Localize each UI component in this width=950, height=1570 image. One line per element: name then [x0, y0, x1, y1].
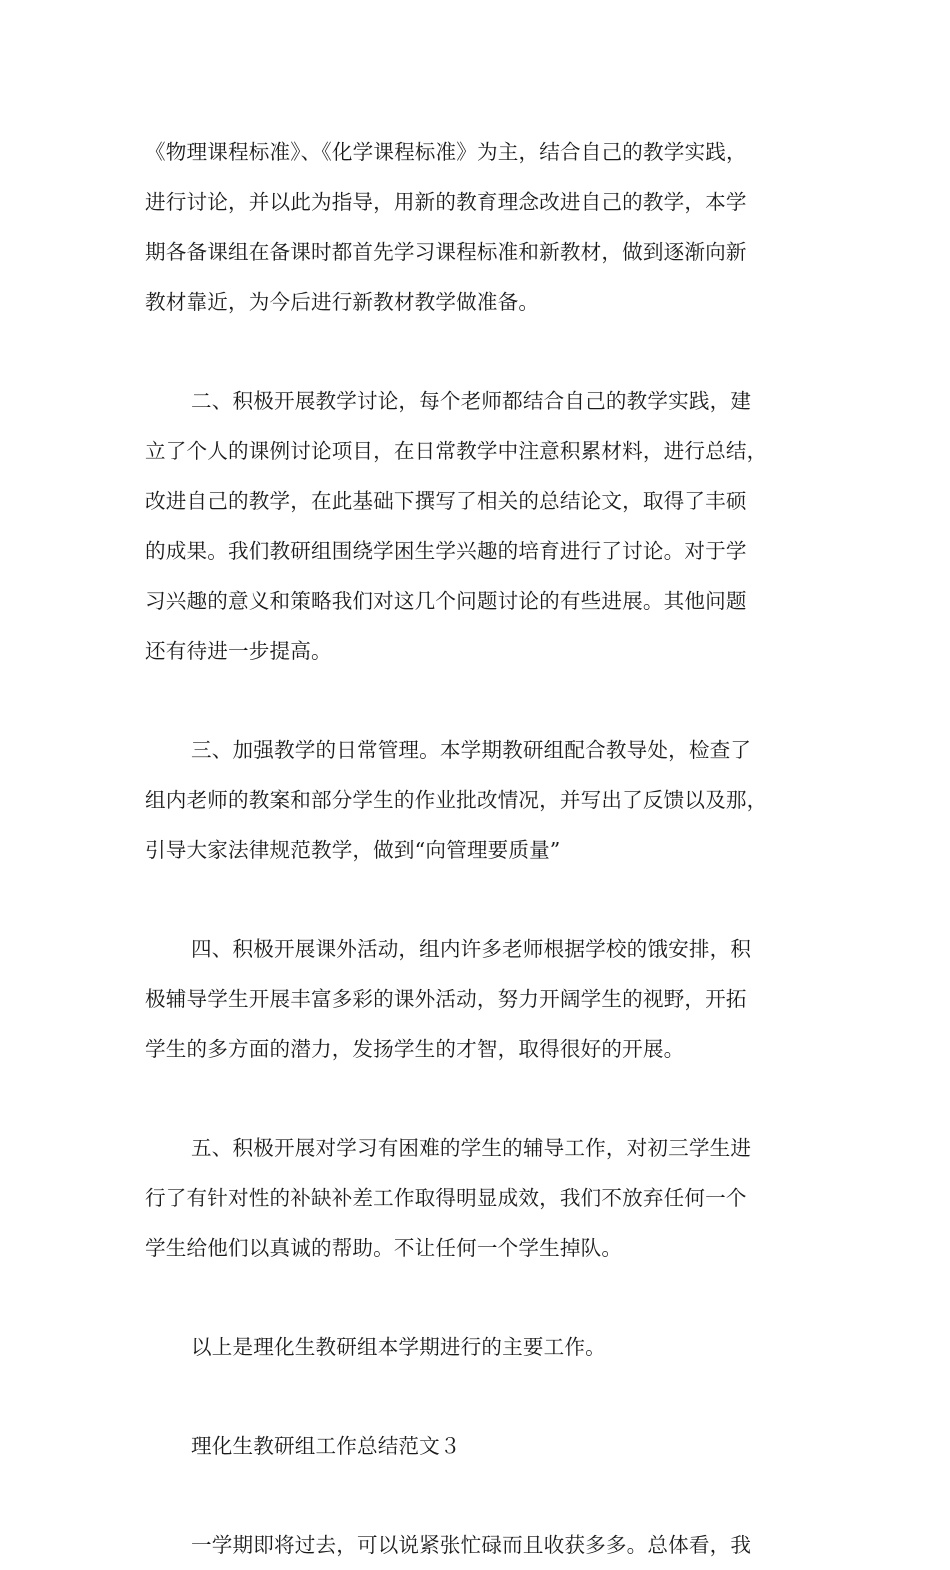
text-line: 改进自己的教学，在此基础下撰写了相关的总结论文，取得了丰硕 [145, 489, 747, 513]
paragraph-summary [145, 1322, 835, 1372]
text-line: 学生的多方面的潜力，发扬学生的才智，取得很好的开展。 [145, 1037, 685, 1061]
paragraph-extracurricular [145, 924, 835, 1074]
paragraph-daily-management [145, 725, 835, 875]
text-line: 一学期即将过去，可以说紧张忙碌而且收获多多。总体看，我 [191, 1533, 752, 1557]
text-line: 学生给他们以真诚的帮助。不让任何一个学生掉队。 [145, 1236, 623, 1260]
paragraph-teaching-discussion [145, 376, 835, 676]
text-line: 期各备课组在备课时都首先学习课程标准和新教材，做到逐渐向新 [145, 240, 747, 264]
paragraph-standards-study [145, 127, 835, 327]
text-line: 的成果。我们教研组围绕学困生学兴趣的培育进行了讨论。对于学 [145, 539, 747, 563]
paragraph-gap [145, 1074, 835, 1123]
text-line: 《物理课程标准》、《化学课程标准》为主，结合自己的教学实践， [145, 140, 747, 164]
text-line: 以上是理化生教研组本学期进行的主要工作。 [191, 1335, 606, 1359]
text-line: 极辅导学生开展丰富多彩的课外活动，努力开阔学生的视野，开拓 [145, 987, 747, 1011]
text-line: 行了有针对性的补缺补差工作取得明显成效，我们不放弃任何一个 [145, 1186, 747, 1210]
section-heading [145, 1421, 835, 1471]
text-line: 进行讨论，并以此为指导，用新的教育理念改进自己的教学，本学 [145, 190, 747, 214]
document-body [145, 127, 835, 1570]
text-line: 三、加强教学的日常管理。本学期教研组配合教导处，检查了 [191, 738, 752, 762]
text-line: 二、积极开展教学讨论，每个老师都结合自己的教学实践，建 [191, 389, 752, 413]
text-line: 四、积极开展课外活动，组内许多老师根据学校的饿安排，积 [191, 937, 752, 961]
text-line: 组内老师的教案和部分学生的作业批改情况，并写出了反馈以及那， [145, 788, 768, 812]
text-line: 教材靠近，为今后进行新教材教学做准备。 [145, 290, 540, 314]
text-line: 五、积极开展对学习有困难的学生的辅导工作，对初三学生进 [191, 1136, 752, 1160]
paragraph-semester-intro [145, 1520, 835, 1570]
text-line: 立了个人的课例讨论项目，在日常教学中注意积累材料，进行总结， [145, 439, 768, 463]
paragraph-gap [145, 1372, 835, 1421]
text-line: 还有待进一步提高。 [145, 639, 332, 663]
paragraph-student-tutoring [145, 1123, 835, 1273]
text-line: 引导大家法律规范教学，做到“向管理要质量” [145, 838, 561, 862]
paragraph-gap [145, 875, 835, 924]
paragraph-gap [145, 1273, 835, 1322]
paragraph-gap [145, 676, 835, 725]
paragraph-gap [145, 1471, 835, 1520]
text-line: 理化生教研组工作总结范文３ [191, 1434, 461, 1458]
text-line: 习兴趣的意义和策略我们对这几个问题讨论的有些进展。其他问题 [145, 589, 747, 613]
paragraph-gap [145, 327, 835, 376]
